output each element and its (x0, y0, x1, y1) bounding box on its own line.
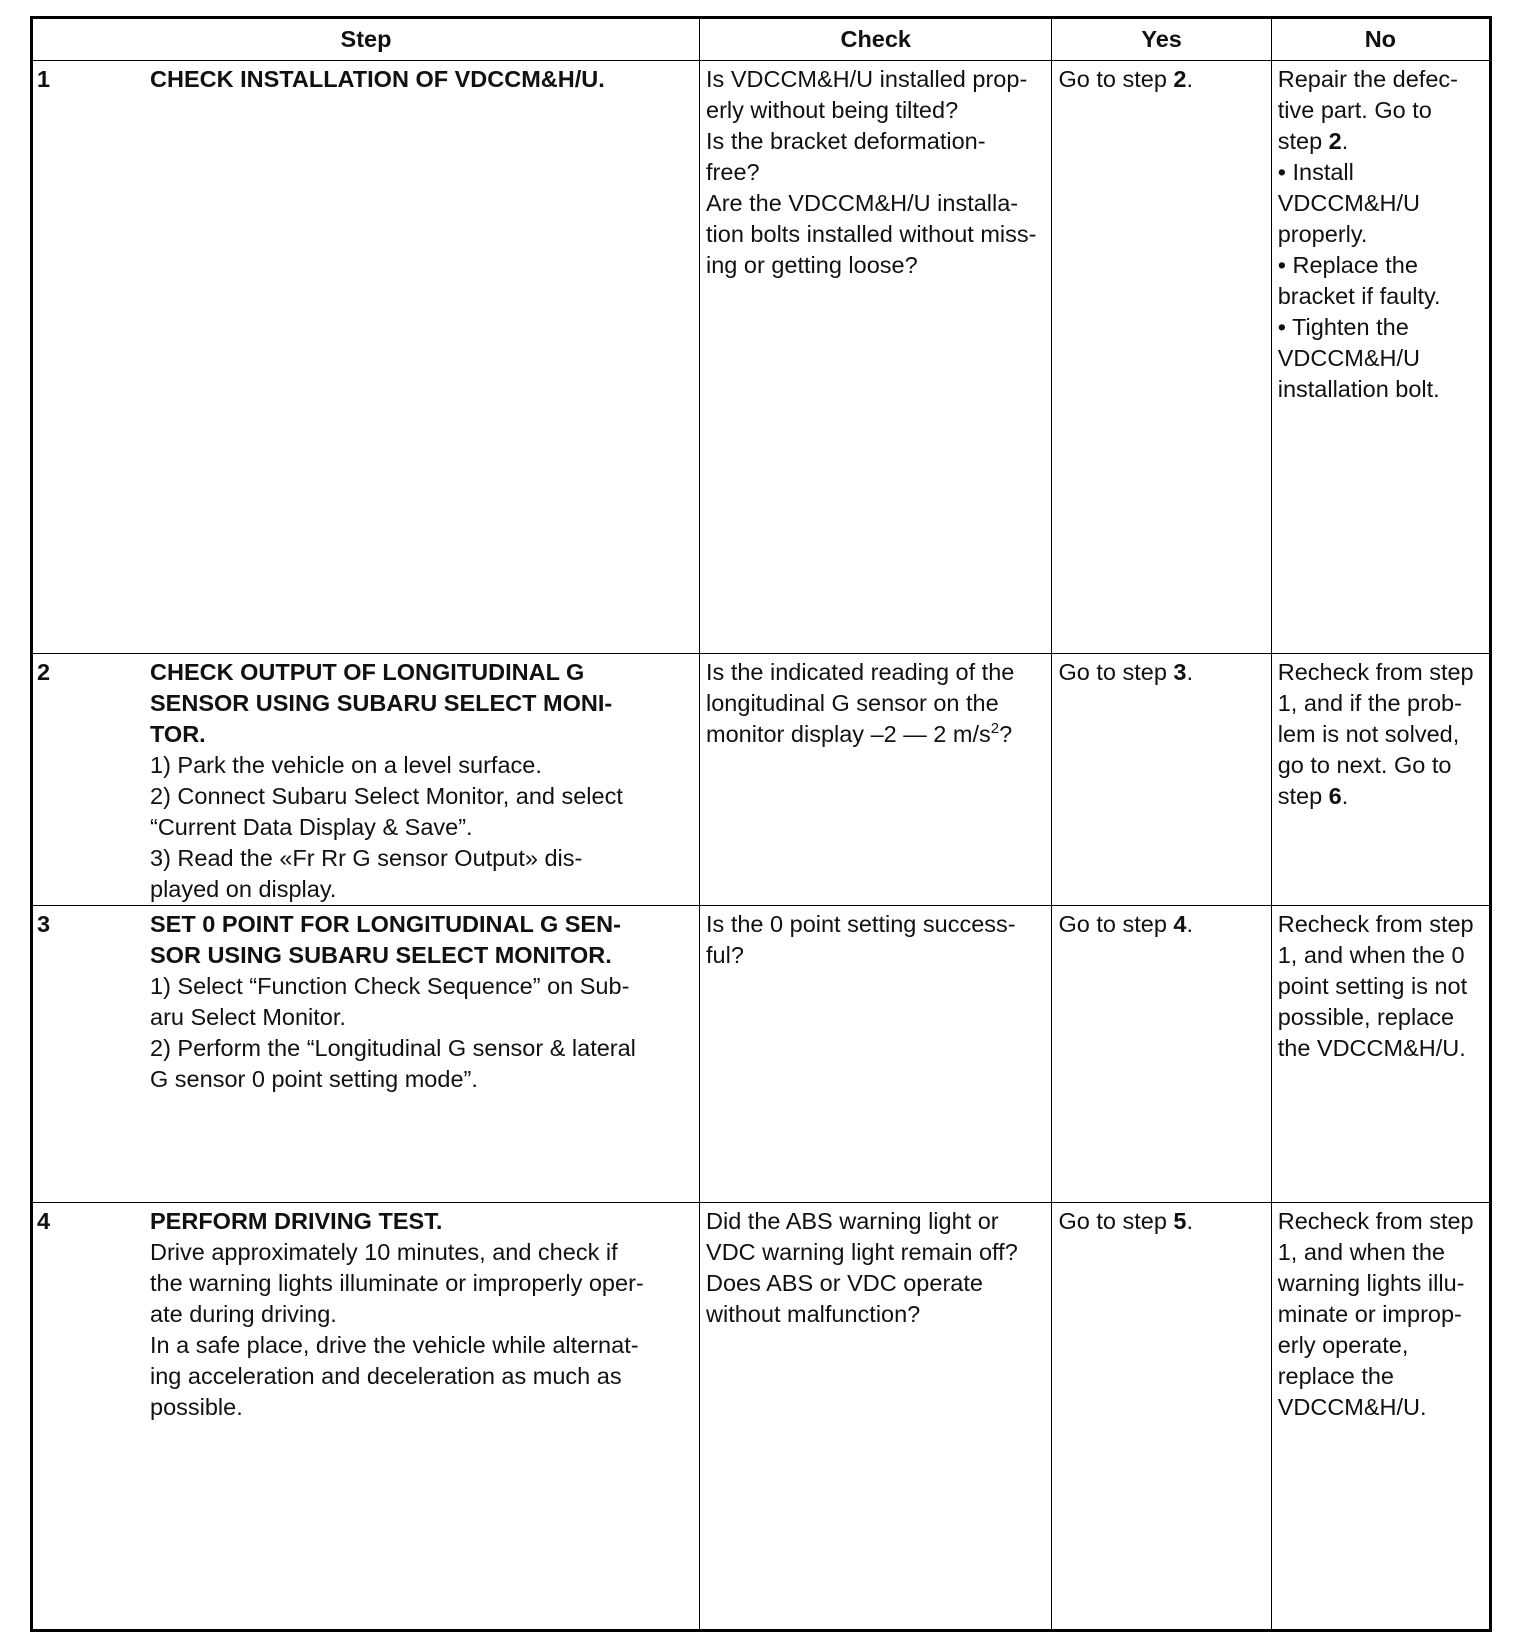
yes-step-ref: 5 (1173, 1208, 1187, 1234)
step-body (150, 657, 672, 905)
no-cell (1271, 1203, 1490, 1631)
yes-text: Go to step (1058, 911, 1174, 937)
check-line: Is the indicated reading of the (706, 659, 1015, 685)
no-line: step 2. (1277, 128, 1349, 154)
no-line: Repair the defec- (1277, 66, 1458, 92)
step-body-line: aru Select Monitor. (150, 1004, 346, 1030)
no-line: 1, and when the (1277, 1239, 1445, 1265)
check-line: Is the bracket deformation- (706, 128, 986, 154)
table-row (32, 906, 1491, 1203)
no-bullet-line: VDCCM&H/U (1277, 345, 1421, 371)
check-line: ful? (706, 942, 744, 968)
check-line: tion bolts installed without miss- (706, 221, 1037, 247)
step-title-line: SENSOR USING SUBARU SELECT MONI- (150, 690, 613, 716)
step-body-line: possible. (150, 1394, 243, 1420)
header-check: Check (700, 18, 1052, 61)
check-line: longitudinal G sensor on the (706, 690, 999, 716)
no-bullet-line: installation bolt. (1277, 376, 1440, 402)
step-body-line: ate during driving. (150, 1301, 337, 1327)
step-body-line: In a safe place, drive the vehicle while alternat- (150, 1332, 639, 1358)
step-title-line: CHECK OUTPUT OF LONGITUDINAL G (150, 659, 585, 685)
step-body (150, 1206, 672, 1423)
step-body-line: G sensor 0 point setting mode”. (150, 1066, 478, 1092)
step-number: 1 (37, 66, 51, 92)
no-line: 1, and when the 0 (1277, 942, 1465, 968)
check-line: VDC warning light remain off? (706, 1239, 1018, 1265)
yes-text: Go to step (1058, 659, 1174, 685)
header-step: Step (32, 18, 700, 61)
no-line: Recheck from step (1277, 659, 1474, 685)
check-line: ing or getting loose? (706, 252, 918, 278)
no-cell (1271, 654, 1490, 906)
no-line: minate or improp- (1277, 1301, 1462, 1327)
step-body-line: Drive approximately 10 minutes, and check if (150, 1239, 618, 1265)
no-bullet-line: properly. (1277, 221, 1368, 247)
no-line: erly operate, (1277, 1332, 1409, 1358)
no-cell (1271, 61, 1490, 654)
header-row (32, 18, 1491, 61)
step-title: CHECK INSTALLATION OF VDCCM&H/U. (150, 66, 605, 92)
no-bullet-line: bracket if faulty. (1277, 283, 1441, 309)
diagnostic-table (30, 16, 1492, 1632)
no-line: Recheck from step (1277, 911, 1474, 937)
check-line: erly without being tilted? (706, 97, 959, 123)
no-line: point setting is not (1277, 973, 1468, 999)
step-cell (32, 61, 700, 654)
step-title-line: SOR USING SUBARU SELECT MONITOR. (150, 942, 612, 968)
check-line: Are the VDCCM&H/U installa- (706, 190, 1019, 216)
no-line: Recheck from step (1277, 1208, 1474, 1234)
yes-cell: Go to step 4. (1052, 906, 1271, 1203)
no-line: replace the (1277, 1363, 1394, 1389)
check-line: monitor display –2 — 2 $m/s^2$? (706, 720, 1013, 747)
check-line: free? (706, 159, 760, 185)
no-line: step 6. (1277, 783, 1349, 809)
header-yes: Yes (1052, 18, 1271, 61)
table-row (32, 654, 1491, 906)
step-cell (32, 1203, 700, 1631)
no-bullet-line: VDCCM&H/U (1277, 190, 1421, 216)
superscript: 2 (990, 720, 1000, 737)
step-body-line: 1) Select “Function Check Sequence” on Sub- (150, 973, 630, 999)
no-line: tive part. Go to (1277, 97, 1432, 123)
check-line: Does ABS or VDC operate (706, 1270, 983, 1296)
check-line: Did the ABS warning light or (706, 1208, 999, 1234)
step-body-line: ing acceleration and deceleration as much as (150, 1363, 622, 1389)
step-body (150, 909, 672, 1095)
step-body-line: 1) Park the vehicle on a level surface. (150, 752, 542, 778)
table-row (32, 1203, 1491, 1631)
step-body-line: “Current Data Display & Save”. (150, 814, 473, 840)
yes-step-ref: 4 (1173, 911, 1187, 937)
step-cell (32, 654, 700, 906)
yes-cell: Go to step 5. (1052, 1203, 1271, 1631)
header-no: No (1271, 18, 1490, 61)
step-title-line: PERFORM DRIVING TEST. (150, 1208, 443, 1234)
yes-cell: Go to step 3. (1052, 654, 1271, 906)
check-line: Is VDCCM&H/U installed prop- (706, 66, 1028, 92)
no-step-ref: 6 (1328, 783, 1342, 809)
check-cell (700, 1203, 1052, 1631)
no-step-ref: 2 (1328, 128, 1342, 154)
yes-text: Go to step (1058, 66, 1174, 92)
no-line: 1, and if the prob- (1277, 690, 1462, 716)
step-body-line: 2) Connect Subaru Select Monitor, and select (150, 783, 623, 809)
no-line: lem is not solved, (1277, 721, 1460, 747)
no-bullet-line: • Tighten the (1277, 314, 1409, 340)
check-cell (700, 61, 1052, 654)
yes-text: Go to step (1058, 1208, 1174, 1234)
step-cell (32, 906, 700, 1203)
yes-step-ref: 3 (1173, 659, 1187, 685)
no-line: possible, replace (1277, 1004, 1455, 1030)
no-bullet-line: • Install (1277, 159, 1354, 185)
step-number: 3 (37, 911, 51, 937)
step-body-line: played on display. (150, 876, 337, 902)
no-line: VDCCM&H/U. (1277, 1394, 1427, 1420)
step-number: 4 (37, 1208, 51, 1234)
no-bullet-line: • Replace the (1277, 252, 1418, 278)
yes-step-ref: 2 (1173, 66, 1187, 92)
check-cell (700, 906, 1052, 1203)
no-line: go to next. Go to (1277, 752, 1452, 778)
no-line: the VDCCM&H/U. (1277, 1035, 1466, 1061)
table-row (32, 61, 1491, 654)
step-body-line: 3) Read the «Fr Rr G sensor Output» dis- (150, 845, 583, 871)
check-cell (700, 654, 1052, 906)
check-line: Is the 0 point setting success- (706, 911, 1016, 937)
step-number: 2 (37, 659, 51, 685)
step-title-line: TOR. (150, 721, 206, 747)
step-title-line: SET 0 POINT FOR LONGITUDINAL G SEN- (150, 911, 621, 937)
yes-cell: Go to step 2. (1052, 61, 1271, 654)
step-body-line: 2) Perform the “Longitudinal G sensor & lateral (150, 1035, 636, 1061)
no-line: warning lights illu- (1277, 1270, 1465, 1296)
step-body (150, 64, 672, 95)
step-body-line: the warning lights illuminate or improperly oper- (150, 1270, 644, 1296)
no-cell (1271, 906, 1490, 1203)
check-line: without malfunction? (706, 1301, 921, 1327)
